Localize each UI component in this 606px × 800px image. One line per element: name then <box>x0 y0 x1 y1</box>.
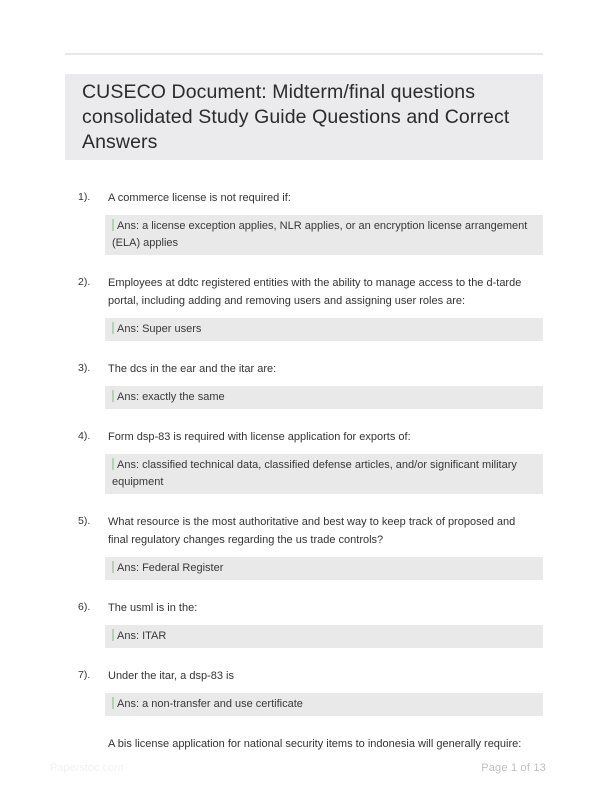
question-number: 2). <box>78 275 91 288</box>
question-text: The dcs in the ear and the itar are: <box>108 363 277 375</box>
question-number: 3). <box>78 361 91 374</box>
page-footer <box>0 762 606 774</box>
page-indicator: Page 1 of 13 <box>481 762 546 774</box>
qa-item <box>65 667 543 716</box>
answer-text: Ans: exactly the same <box>117 391 225 403</box>
text-cursor-icon <box>112 629 114 641</box>
answer-text: Ans: classified technical data, classified defense articles, and/or significant military equipment <box>112 459 517 488</box>
answer-box <box>105 454 543 494</box>
answer-text: Ans: Super users <box>117 323 202 335</box>
text-cursor-icon <box>112 561 114 573</box>
text-cursor-icon <box>112 697 114 709</box>
title-box <box>65 74 543 160</box>
question-number: 7). <box>78 668 91 681</box>
qa-item <box>65 274 543 341</box>
document-title: CUSECO Document: Midterm/final questions consolidated Study Guide Questions and Correct Answers <box>82 81 510 153</box>
question-row <box>65 667 543 685</box>
qa-item <box>65 189 543 255</box>
question-row <box>65 428 543 446</box>
question-text: Form dsp-83 is required with license application for exports of: <box>108 431 411 443</box>
question-number: 1). <box>78 190 91 203</box>
question-text: Employees at ddtc registered entities with the ability to manage access to the d-tarde portal, including adding and removing users and assigning user roles are: <box>108 277 522 307</box>
qa-item <box>65 360 543 409</box>
answer-box <box>105 557 543 580</box>
question-text: A commerce license is not required if: <box>108 192 291 204</box>
question-text: Under the itar, a dsp-83 is <box>108 670 234 682</box>
question-row <box>65 189 543 207</box>
question-row <box>65 274 543 310</box>
qa-item <box>65 599 543 648</box>
question-row <box>65 599 543 617</box>
question-number: 6). <box>78 600 91 613</box>
answer-text: Ans: ITAR <box>117 630 167 642</box>
answer-box <box>105 215 543 255</box>
text-cursor-icon <box>112 219 114 231</box>
answer-box <box>105 693 543 716</box>
question-number: 4). <box>78 429 91 442</box>
answer-text: Ans: a license exception applies, NLR applies, or an encryption license arrangement (ELA) applies <box>112 220 528 249</box>
question-row <box>65 360 543 378</box>
top-divider <box>65 53 543 55</box>
question-text: What resource is the most authoritative and best way to keep track of proposed and final regulatory changes regarding the us trade controls? <box>108 516 516 546</box>
question-text: The usml is in the: <box>108 602 198 614</box>
qa-item <box>65 513 543 580</box>
answer-box <box>105 386 543 409</box>
page-content <box>65 53 543 753</box>
question-number: 5). <box>78 514 91 527</box>
trailing-question-row <box>65 735 543 753</box>
question-list <box>65 189 543 753</box>
answer-box <box>105 625 543 648</box>
answer-text: Ans: a non-transfer and use certificate <box>117 698 303 710</box>
qa-item <box>65 428 543 494</box>
question-text: A bis license application for national security items to indonesia will generally require: <box>108 738 522 750</box>
text-cursor-icon <box>112 322 114 334</box>
question-row <box>65 513 543 549</box>
answer-text: Ans: Federal Register <box>117 562 224 574</box>
text-cursor-icon <box>112 390 114 402</box>
answer-box <box>105 318 543 341</box>
watermark: Paperstoc.com <box>50 762 124 774</box>
text-cursor-icon <box>112 458 114 470</box>
question-number-empty <box>78 734 108 752</box>
